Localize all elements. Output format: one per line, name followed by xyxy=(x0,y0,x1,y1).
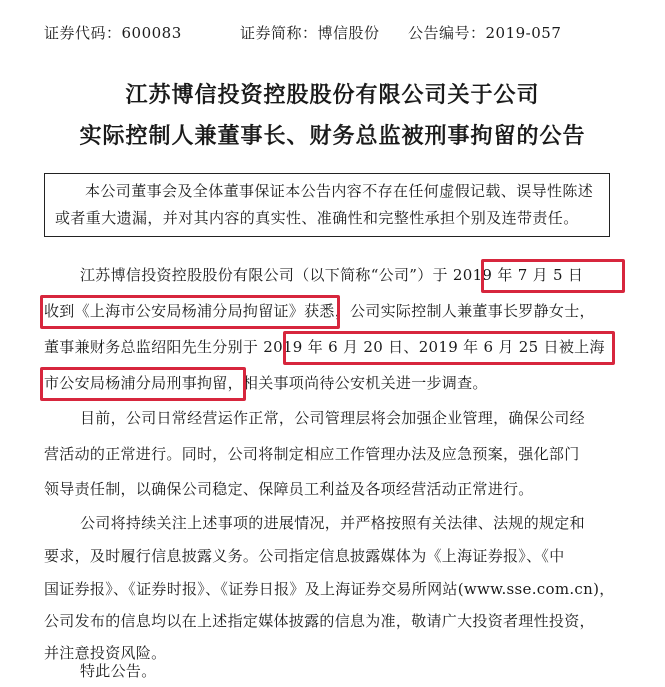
paragraph-1-line-2: 收到《上海市公安局杨浦分局拘留证》获悉，公司实际控制人兼董事长罗静女士， xyxy=(44,302,595,320)
paragraph-2-line-1: 目前，公司日常经营运作正常，公司管理层将会加强企业管理，确保公司经 xyxy=(80,409,585,427)
notice-number: 公告编号：2019-057 xyxy=(408,24,562,42)
paragraph-3-line-4: 公司发布的信息均以在上述指定媒体披露的信息为准，敬请广大投资者理性投资， xyxy=(44,612,595,630)
closing-line: 特此公告。 xyxy=(80,662,157,680)
paragraph-2-line-3: 领导责任制，以确保公司稳定、保障员工利益及各项经营活动正常进行。 xyxy=(44,480,534,498)
paragraph-3-line-2: 要求，及时履行信息披露义务。公司指定信息披露媒体为《上海证券报》、《中 xyxy=(44,547,565,565)
paragraph-1-line-1: 江苏博信投资控股股份有限公司（以下简称“公司”）于 2019 年 7 月 5 日 xyxy=(80,266,584,284)
notice-title-line-1: 江苏博信投资控股股份有限公司关于公司 xyxy=(125,83,540,108)
disclaimer-text: 本公司董事会及全体董事保证本公告内容不存在任何虚假记载、误导性陈述或者重大遗漏，并对其内容的真实性、准确性和完整性承担个别及连带责任。 xyxy=(55,182,594,227)
notice-title-line-2: 实际控制人兼董事长、财务总监被刑事拘留的公告 xyxy=(79,124,586,149)
security-code: 证券代码：600083 xyxy=(44,24,182,42)
paragraph-3-line-5: 并注意投资风险。 xyxy=(44,644,167,662)
security-short-name: 证券简称：博信股份 xyxy=(240,24,380,42)
paragraph-1-line-4: 市公安局杨浦分局刑事拘留，相关事项尚待公安机关进一步调查。 xyxy=(44,374,488,392)
disclaimer-box xyxy=(44,173,610,237)
highlight-date-box xyxy=(481,259,625,293)
paragraph-2-line-2: 营活动的正常进行。同时，公司将制定相应工作管理办法及应急预案，强化部门 xyxy=(44,445,580,463)
paragraph-3-line-3: 国证券报》、《证券时报》、《证券日报》及上海证券交易所网站(www.sse.com.cn)， xyxy=(44,580,615,598)
highlight-detention-dates-box xyxy=(283,331,615,365)
paragraph-1-line-3: 董事兼财务总监绍阳先生分别于 2019 年 6 月 20 日、2019 年 6 月 25 日被上海 xyxy=(44,338,605,356)
paragraph-3-line-1: 公司将持续关注上述事项的进展情况，并严格按照有关法律、法规的规定和 xyxy=(80,514,585,532)
highlight-police-bureau-box xyxy=(40,367,246,401)
highlight-detention-certificate-box xyxy=(40,295,340,329)
